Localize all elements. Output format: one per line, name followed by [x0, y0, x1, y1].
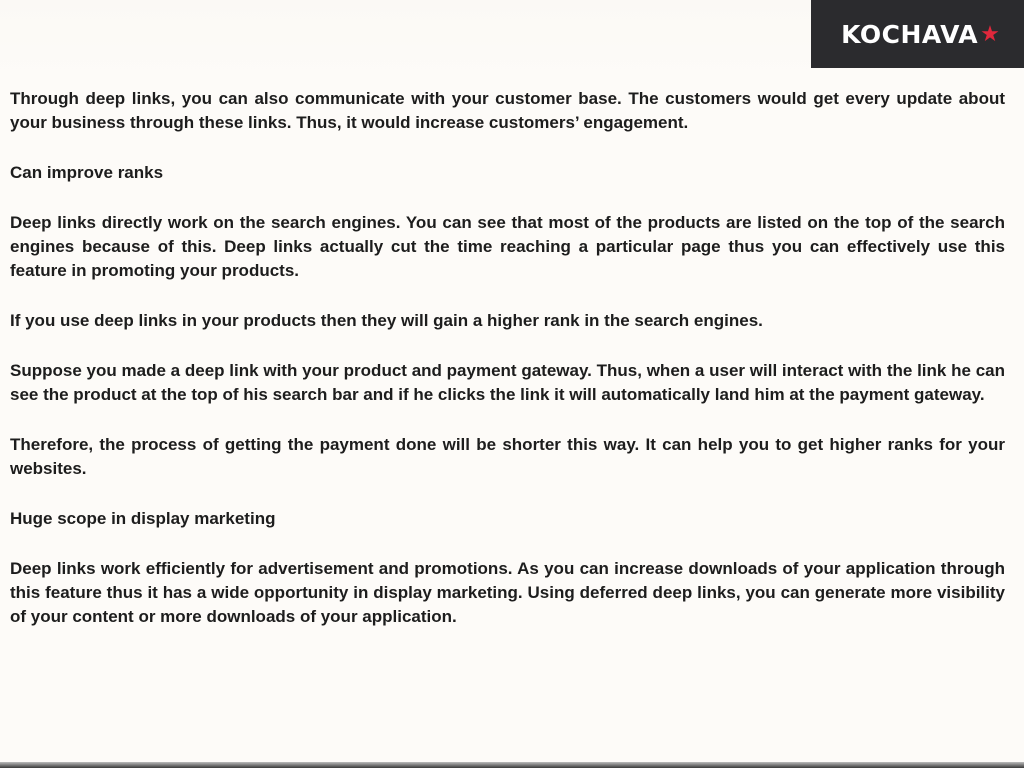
paragraph-advertisement: Deep links work efficiently for advertisement and promotions. As you can increase downloads of your application through this feature thus it has a wide opportunity in display marketing. Using deferred deep links, you can generate more visibility of your content or more downloads of your application. — [10, 559, 1005, 626]
paragraph-shorter-process: Therefore, the process of getting the payment done will be shorter this way. It can help you to get higher ranks for your websites. — [10, 435, 1005, 478]
paragraph-engagement: Through deep links, you can also communicate with your customer base. The customers would get every update about your business through these links. Thus, it would increase customers’ engagement. — [10, 89, 1005, 132]
kochava-logo — [811, 0, 1024, 68]
bottom-divider — [0, 762, 1024, 768]
paragraph-search-engines: Deep links directly work on the search engines. You can see that most of the products are listed on the top of the search engines because of this. Deep links actually cut the time reaching a particular page thus you can effectively use this feature in promoting your products. — [10, 213, 1005, 280]
heading-display-marketing: Huge scope in display marketing — [10, 509, 276, 528]
paragraph-payment-gateway: Suppose you made a deep link with your product and payment gateway. Thus, when a user will interact with the link he can see the product at the top of his search bar and if he clicks the link it will automatically land him at the payment gateway. — [10, 361, 1005, 404]
star-icon: ★ — [980, 21, 1000, 46]
slide-body — [10, 87, 1005, 655]
logo-text: KOCHAVA — [841, 19, 979, 49]
paragraph-higher-rank: If you use deep links in your products then they will gain a higher rank in the search engines. — [10, 311, 763, 330]
heading-improve-ranks: Can improve ranks — [10, 163, 164, 182]
